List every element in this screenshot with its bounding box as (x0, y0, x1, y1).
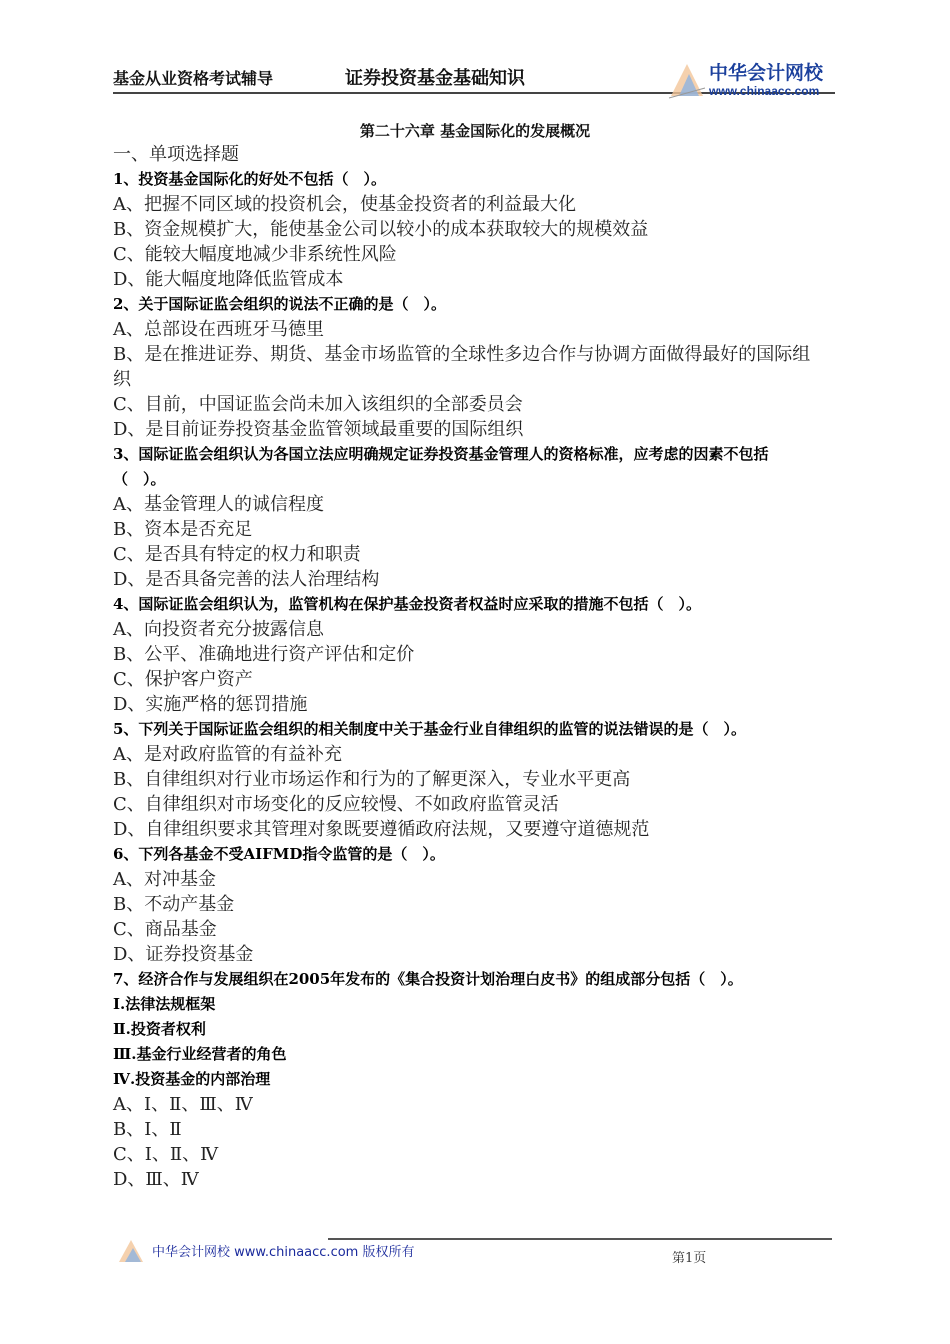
text-line: B、公平、准确地进行资产评估和定价 (113, 644, 415, 665)
question-line: Ⅲ.基金行业经营者的角色 (113, 1045, 287, 1063)
chinaacc-logo (665, 58, 840, 100)
footer-divider (328, 1238, 832, 1240)
question-line: Ⅱ.投资者权利 (113, 1020, 206, 1038)
text-line: B、Ⅰ、Ⅱ (113, 1119, 182, 1140)
text-line: A、向投资者充分披露信息 (113, 619, 324, 640)
question-line: 2、关于国际证监会组织的说法不正确的是（ ）。 (113, 295, 446, 313)
text-line: D、证券投资基金 (113, 944, 254, 965)
logo-text-cn: 中华会计网校 (709, 62, 824, 84)
text-line: D、自律组织要求其管理对象既要遵循政府法规，又要遵守道德规范 (113, 819, 650, 840)
footer-logo-icon (117, 1238, 149, 1264)
text-line: B、资金规模扩大，能使基金公司以较小的成本获取较大的规模效益 (113, 219, 649, 240)
text-line: C、商品基金 (113, 919, 217, 940)
text-line: 织 (113, 369, 131, 390)
question-line: 3、国际证监会组织认为各国立法应明确规定证券投资基金管理人的资格标准，应考虑的因素不包括 (113, 445, 769, 463)
text-line: C、Ⅰ、Ⅱ、Ⅳ (113, 1144, 219, 1165)
text-line: B、自律组织对行业市场运作和行为的了解更深入，专业水平更高 (113, 769, 631, 790)
question-line: 4、国际证监会组织认为，监管机构在保护基金投资者权益时应采取的措施不包括（ ）。 (113, 595, 701, 613)
text-line: D、是否具备完善的法人治理结构 (113, 569, 380, 590)
text-line: B、不动产基金 (113, 894, 235, 915)
page-number: 第1页 (672, 1251, 707, 1266)
text-line: A、总部设在西班牙马德里 (113, 319, 324, 340)
text-line: D、实施严格的惩罚措施 (113, 694, 308, 715)
text-line: C、是否具有特定的权力和职责 (113, 544, 361, 565)
question-line: Ⅳ.投资基金的内部治理 (113, 1070, 271, 1088)
text-line: D、是目前证券投资基金监管领域最重要的国际组织 (113, 419, 524, 440)
question-list (113, 142, 843, 1192)
text-line: D、Ⅲ、Ⅳ (113, 1169, 199, 1190)
text-line: 一、单项选择题 (113, 144, 239, 165)
text-line: A、基金管理人的诚信程度 (113, 494, 324, 515)
footer-copyright: 中华会计网校 www.chinaacc.com 版权所有 (152, 1245, 415, 1260)
text-line: C、保护客户资产 (113, 669, 253, 690)
text-line: C、自律组织对市场变化的反应较慢、不如政府监管灵活 (113, 794, 559, 815)
question-line: （ ）。 (113, 470, 166, 488)
question-line: Ⅰ.法律法规框架 (113, 995, 216, 1013)
logo-text-url: www.chinaacc.com (709, 84, 820, 98)
header-subject-title: 证券投资基金基础知识 (345, 68, 525, 89)
text-line: C、能较大幅度地减少非系统性风险 (113, 244, 397, 265)
text-line: B、资本是否充足 (113, 519, 253, 540)
chapter-title: 第二十六章 基金国际化的发展概况 (359, 122, 591, 140)
text-line: A、对冲基金 (113, 869, 216, 890)
header-exam-title: 基金从业资格考试辅导 (113, 69, 274, 88)
text-line: A、是对政府监管的有益补充 (113, 744, 342, 765)
question-line: 6、下列各基金不受AIFMD指令监管的是（ ）。 (113, 845, 445, 863)
text-line: A、把握不同区域的投资机会，使基金投资者的利益最大化 (113, 194, 576, 215)
question-line: 7、经济合作与发展组织在2005年发布的《集合投资计划治理白皮书》的组成部分包括（ ）。 (113, 970, 743, 988)
question-line: 5、下列关于国际证监会组织的相关制度中关于基金行业自律组织的监管的说法错误的是（ ）。 (113, 720, 746, 738)
text-line: B、是在推进证券、期货、基金市场监管的全球性多边合作与协调方面做得最好的国际组 (113, 344, 811, 365)
question-line: 1、投资基金国际化的好处不包括（ ）。 (113, 170, 386, 188)
text-line: D、能大幅度地降低监管成本 (113, 269, 344, 290)
logo-triangle-icon (665, 58, 707, 100)
text-line: C、目前，中国证监会尚未加入该组织的全部委员会 (113, 394, 523, 415)
text-line: A、Ⅰ、Ⅱ、Ⅲ、Ⅳ (113, 1094, 253, 1115)
